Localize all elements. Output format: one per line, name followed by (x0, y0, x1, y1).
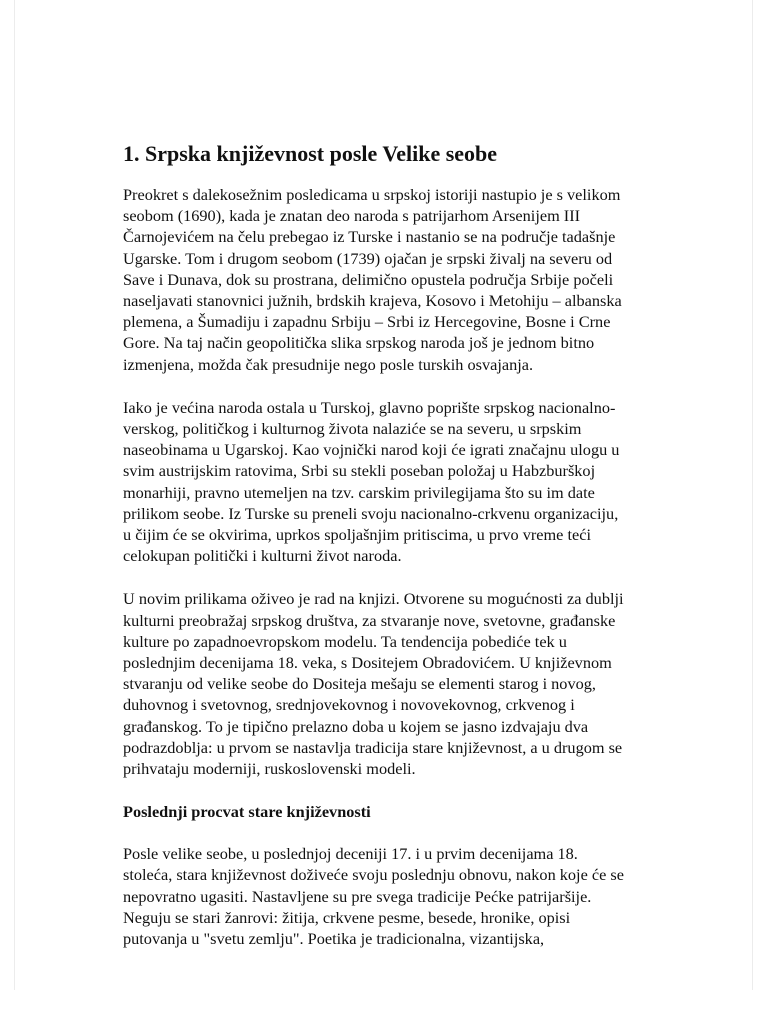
paragraph-great-migration: Preokret s dalekosežnim posledicama u srpskoj istoriji nastupio je s velikom seobom (1690), kada je znatan deo naroda s patrijarhom Arsenijem III Čarnojevićem na čelu prebegao iz Turske i nastanio se na područje tadašnje Ugarske. Tom i drugom seobom (1739) ojačan je srpski živalj na severu od Save i Dunava, dok su prostrana, delimično opustela područja Srbije počeli naseljavati stanovnici južnih, brdskih krajeva, Kosovo i Metohiju – albanska plemena, a Šumadiju i zapadnu Srbiju – Srbi iz Hercegovine, Bosne i Crne Gore. Na taj način geopolitička slika srpskog naroda još je jednom bitno izmenjena, možda čak presudnije nego posle turskih osvajanja. (123, 185, 622, 374)
page-left-edge (14, 0, 15, 990)
document-content (123, 141, 653, 971)
paragraph-life-in-hungary: Iako je većina naroda ostala u Turskoj, glavno poprište srpskog nacionalno- verskog, političkog i kulturnog života nalaziće se na severu, u srpskim naseobinama u Ugarskoj. Kao vojnički narod koji će igrati značajnu ulogu u svim austrijskim ratovima, Srbi su stekli poseban položaj u Habzburškoj monarhiji, pravno utemeljen na tzv. carskim privilegijama što su im date prilikom seobe. Iz Turske su preneli svoju nacionalno-crkvenu organizaciju, u čijim će se okvirima, uprkos spoljašnjim pritiscima, u prvo vreme teći celokupan politički i kulturni život naroda. (123, 397, 620, 566)
page-right-edge (752, 0, 753, 990)
chapter-title: 1. Srpska književnost posle Velike seobe (123, 141, 498, 166)
paragraph-last-flourishing: Posle velike seobe, u poslednjoj deceniji 17. i u prvim decenijama 18. stoleća, stara književnost doživeće svoju poslednju obnovu, nakon koje će se nepovratno ugasiti. Nastavljene su pre svega tradicije Pećke patrijaršije. Neguju se stari žanrovi: žitija, crkvene pesme, besede, hronike, opisi putovanja u "svetu zemlju". Poetika je tradicionalna, vizantijska, (123, 844, 624, 949)
section-subheading: Poslednji procvat stare književnosti (123, 802, 371, 822)
paragraph-new-circumstances: U novim prilikama oživeo je rad na knjizi. Otvorene su mogućnosti za dublji kulturni preobražaj srpskog društva, za stvaranje nove, svetovne, građanske kulture po zapadnoevropskom modelu. Ta tendencija pobediće tek u poslednjim decenijama 18. veka, s Dositejem Obradovićem. U književnom stvaranju od velike seobe do Dositeja mešaju se elementi starog i novog, duhovnog i svetovnog, srednjovekovnog i novovekovnog, crkvenog i građanskog. To je tipično prelazno doba u kojem se jasno izdvajaju dva podrazdoblja: u prvom se nastavlja tradicija stare književnost, a u drugom se prihvataju moderniji, ruskoslovenski modeli. (123, 589, 624, 779)
